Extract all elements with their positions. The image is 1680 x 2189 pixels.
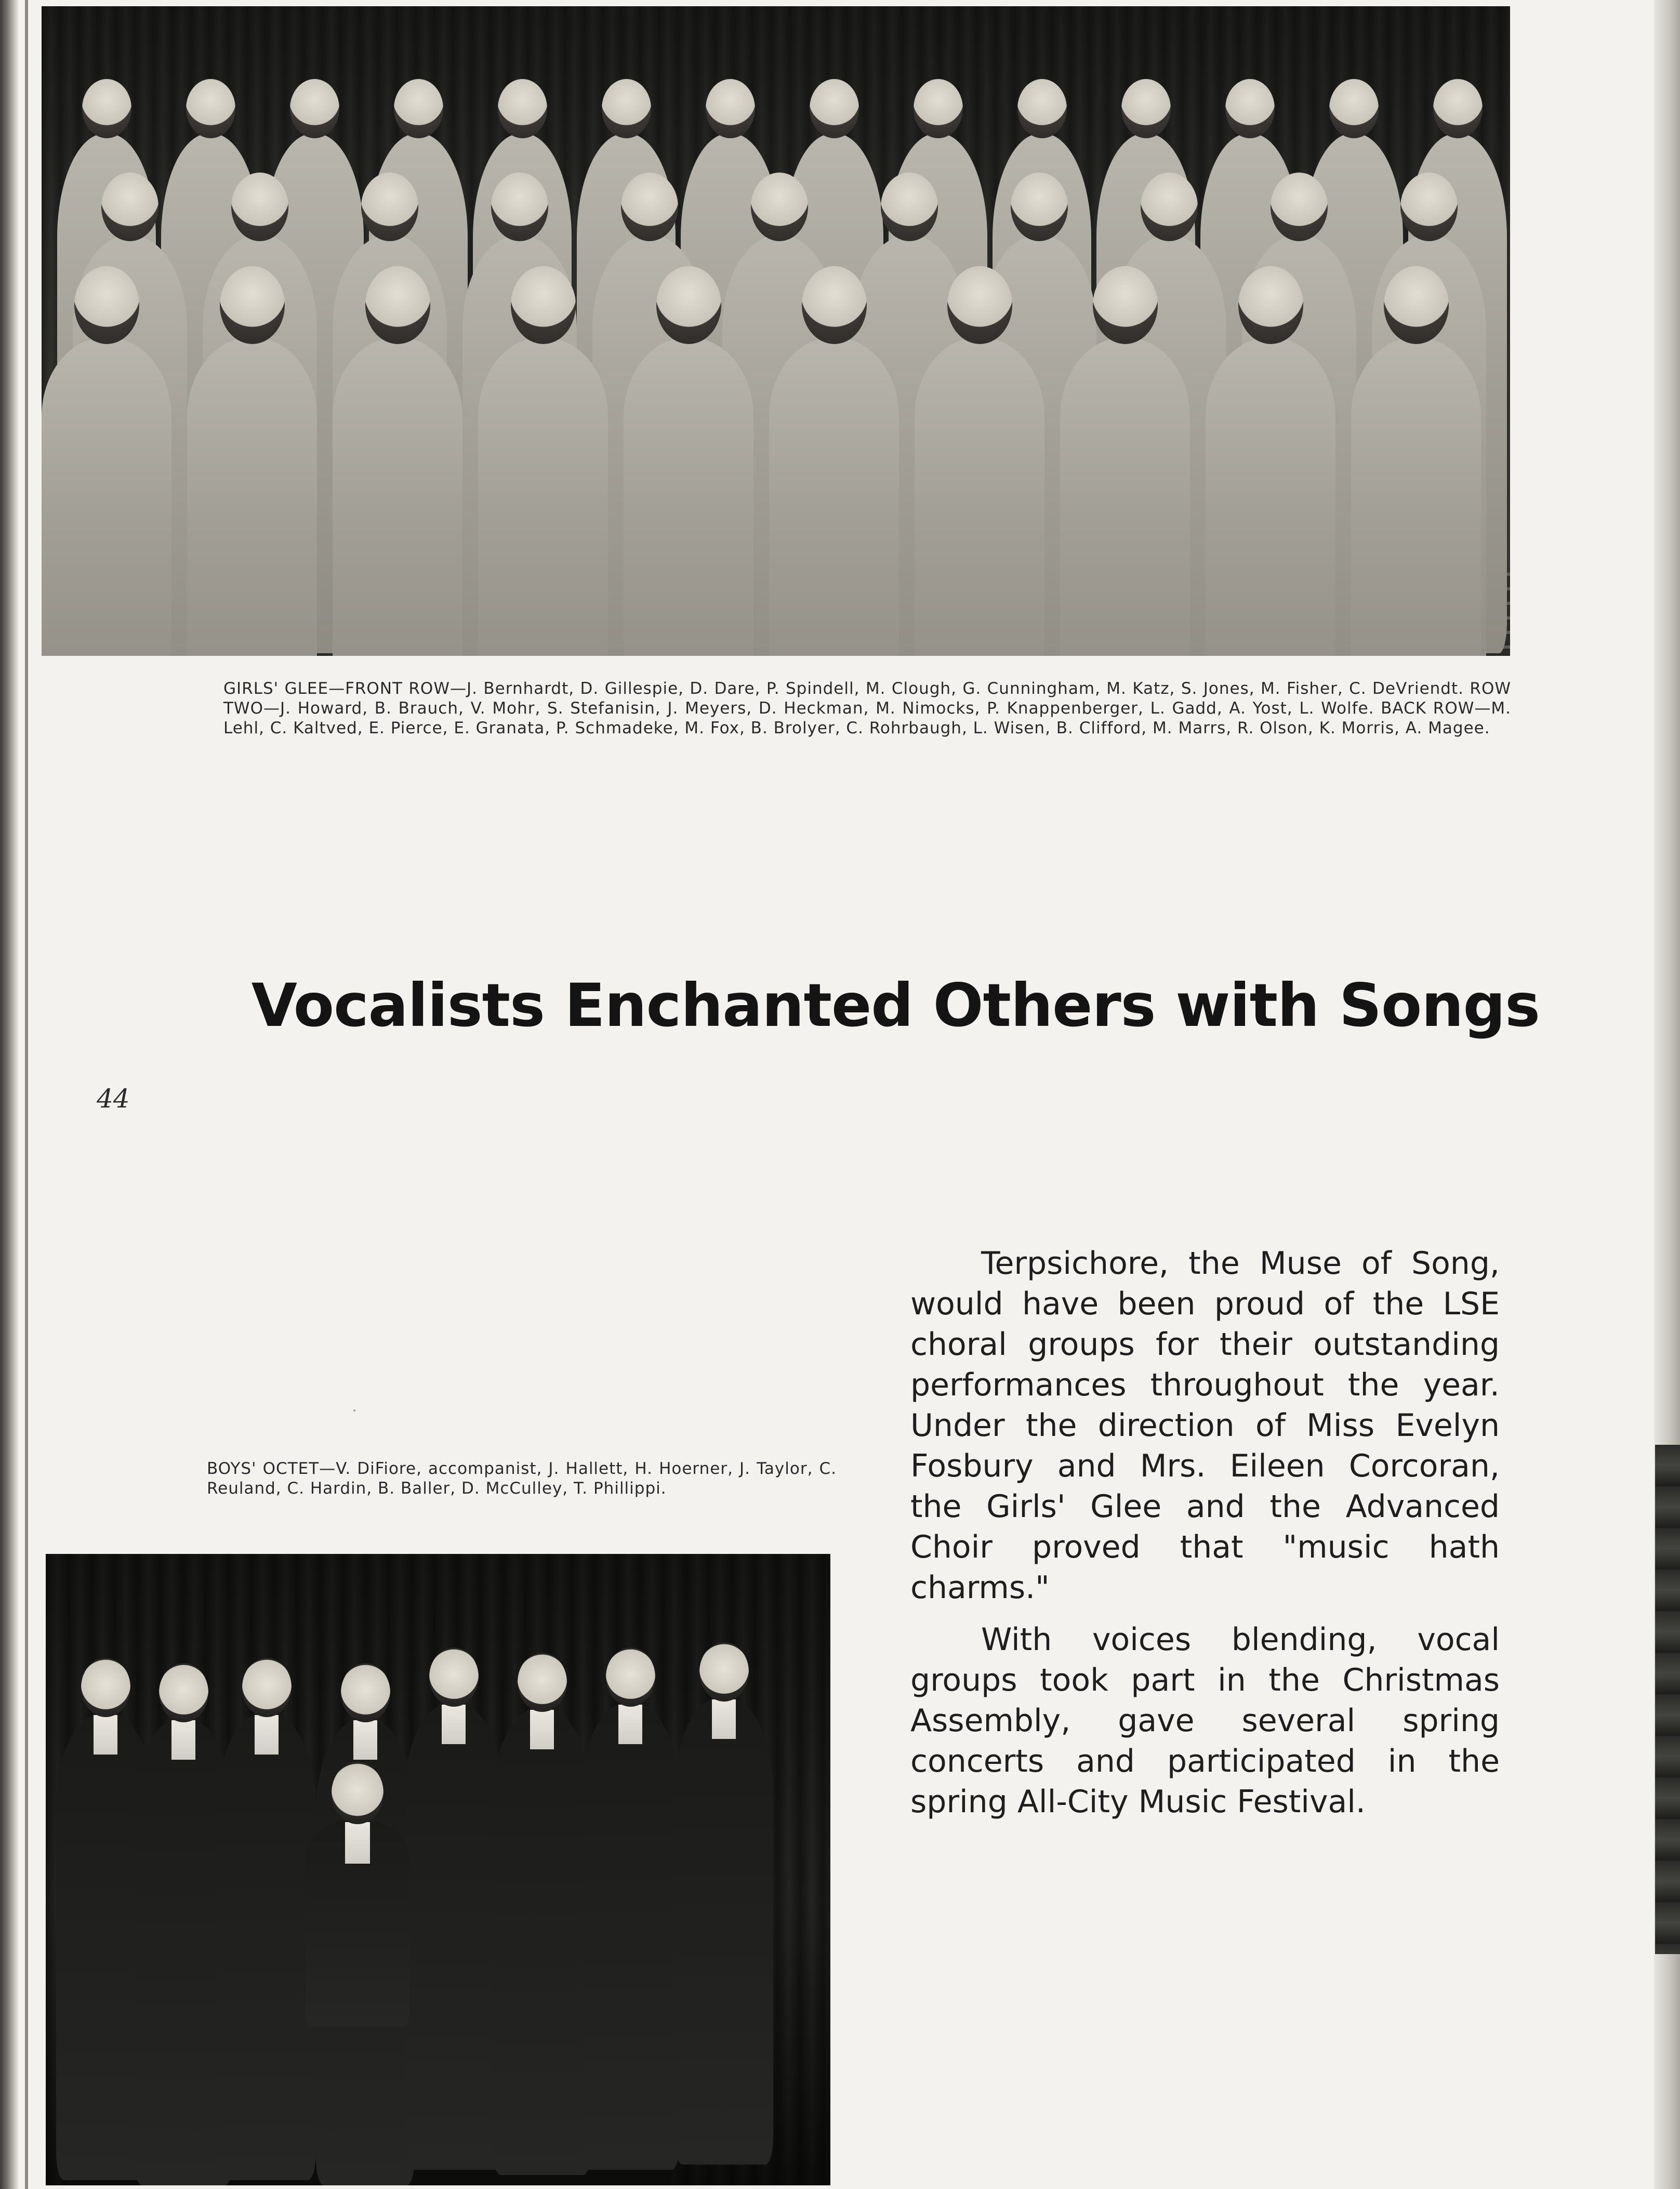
girl-r2-4-body (624, 338, 753, 656)
article-paragraph-1: Terpsichore, the Muse of Song, would have been proud of the LSE choral groups for their outstanding performances throughout the year. Under the direction of Miss Evelyn Fosbury and Mrs. Eileen Corcoran, the Girls' Glee and the Advanced Choir proved that "music hath charms." (910, 1245, 1500, 1606)
octet-singer-4-head (429, 1647, 479, 1707)
octet-singer-0-shirt (94, 1715, 117, 1755)
girl-r2-0-head (74, 266, 139, 344)
article-paragraph-2: With voices blending, vocal groups took part in the Christmas Assembly, gave several spring concerts and participated in the spring All-City Music Festival. (910, 1621, 1500, 1820)
print-speck (353, 1409, 355, 1412)
girl-r0-8-head (914, 79, 963, 138)
girl-r1-2-head (361, 173, 418, 241)
girl-r1-6-head (881, 173, 938, 241)
girl-r1-9-head (1271, 173, 1328, 241)
octet-accompanist-shirt (345, 1822, 370, 1864)
octet-singer-7-shirt (712, 1699, 736, 1739)
girls-glee-caption: GIRLS' GLEE—FRONT ROW—J. Bernhardt, D. Gillespie, D. Dare, P. Spindell, M. Clough, G. Cunningham, M. Katz, S. Jones, M. Fisher, C. DeVriendt. ROW TWO—J. Howard, B. Brauch, V. Mohr, S. Stefanisin, J. Meyers, D. Heckman, M. Nimocks, P. Knappenberger, L. Gadd, A. Yost, L. Wolfe. BACK ROW—M. Lehl, C. Kaltved, E. Pierce, E. Granata, P. Schmadeke, M. Fox, B. Brolyer, C. Rohrbaugh, L. Wisen, B. Clifford, M. Marrs, R. Olson, K. Morris, A. Magee. (223, 679, 1511, 737)
girl-r2-9-head (1384, 266, 1449, 344)
article-body (910, 1243, 1500, 1834)
octet-accompanist-head (332, 1762, 383, 1824)
octet-singer-2-head (242, 1658, 292, 1717)
girl-r0-3-head (394, 79, 443, 138)
octet-singer-4-body (404, 1702, 503, 2170)
octet-singer-5-body (493, 1707, 591, 2175)
girl-r2-8-body (1206, 338, 1335, 656)
octet-singer-2-shirt (255, 1715, 279, 1755)
octet-singer-6-shirt (618, 1705, 642, 1744)
page-number: 44 (97, 1084, 130, 1114)
boys-octet-photo (46, 1554, 830, 2185)
girl-r2-6-body (915, 338, 1044, 656)
girl-r1-4-head (621, 173, 678, 241)
book-binding-edge (0, 0, 19, 2189)
octet-singer-5-shirt (530, 1710, 554, 1749)
girl-r1-5-head (751, 173, 808, 241)
boys-octet-caption: BOYS' OCTET—V. DiFiore, accompanist, J. Hallett, H. Hoerner, J. Taylor, C. Reuland, C. Hardin, B. Baller, D. McCulley, T. Phillippi. (207, 1459, 837, 1498)
octet-singer-2-body (217, 1712, 316, 2180)
octet-singer-0-head (81, 1658, 130, 1717)
girl-r2-8-head (1238, 266, 1303, 344)
girl-r1-3-head (491, 173, 548, 241)
girl-r0-12-head (1329, 79, 1379, 138)
girl-r1-8-head (1141, 173, 1198, 241)
page-headline: Vocalists Enchanted Others with Songs (251, 971, 1540, 1040)
girl-r2-0-body (42, 338, 171, 656)
girl-r1-10-head (1400, 173, 1458, 241)
octet-singer-4-shirt (442, 1705, 466, 1744)
next-page-photo-strip (1655, 1445, 1680, 1954)
girl-r0-5-head (602, 79, 651, 138)
girl-r2-3-head (511, 266, 576, 344)
octet-singer-6-body (581, 1702, 680, 2170)
girl-r2-5-body (769, 338, 899, 656)
binding-shadow-line (25, 0, 28, 2189)
girl-r2-7-head (1093, 266, 1158, 344)
octet-singer-3-head (341, 1663, 390, 1722)
girl-r1-1-head (231, 173, 288, 241)
girl-r0-9-head (1017, 79, 1067, 138)
girl-r0-2-head (290, 79, 339, 138)
girl-r2-5-head (802, 266, 867, 344)
girl-r0-11-head (1225, 79, 1275, 138)
girl-r0-7-head (810, 79, 859, 138)
girl-r2-1-head (220, 266, 285, 344)
girl-r2-7-body (1060, 338, 1190, 656)
girl-r0-6-head (706, 79, 755, 138)
girl-r2-1-body (187, 338, 317, 656)
girl-r0-1-head (186, 79, 235, 138)
girl-r2-3-body (478, 338, 608, 656)
octet-singer-3-shirt (353, 1720, 377, 1760)
girl-r2-6-head (947, 266, 1012, 344)
octet-singer-1-shirt (171, 1720, 195, 1760)
girl-r0-13-head (1433, 79, 1483, 138)
girl-r2-2-body (333, 338, 462, 656)
girl-r1-0-head (101, 173, 158, 241)
girl-r2-9-body (1351, 338, 1481, 656)
octet-singer-1-head (159, 1663, 208, 1722)
octet-singer-6-head (606, 1647, 655, 1707)
girl-r0-10-head (1121, 79, 1171, 138)
girls-glee-photo (42, 6, 1510, 656)
octet-singer-7-body (674, 1697, 773, 2165)
octet-singer-7-head (699, 1642, 749, 1702)
girl-r0-0-head (82, 79, 131, 138)
girl-r1-7-head (1011, 173, 1068, 241)
girl-r2-4-head (656, 266, 721, 344)
girl-r0-4-head (498, 79, 547, 138)
girl-r2-2-head (365, 266, 430, 344)
octet-singer-5-head (518, 1653, 567, 1712)
